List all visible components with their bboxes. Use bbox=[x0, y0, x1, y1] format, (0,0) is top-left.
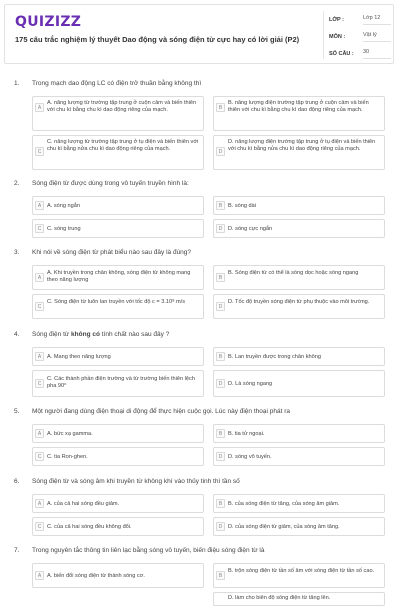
question-text-emphasis: không có bbox=[71, 331, 100, 338]
option-text: B. tia tử ngoại. bbox=[228, 431, 265, 437]
option-letter: B bbox=[216, 571, 225, 580]
option-b[interactable] bbox=[213, 196, 385, 215]
option-a[interactable] bbox=[32, 563, 204, 588]
option-text: C. của cả hai sóng đều không đổi. bbox=[47, 524, 132, 530]
option-d[interactable] bbox=[213, 370, 385, 397]
question-number: 2. bbox=[14, 180, 20, 187]
question-text: Một người đang dùng điện thoại di động để thực hiện cuộc gọi. Lúc này điện thoại phát ra bbox=[32, 408, 290, 415]
option-text: C. Các thành phần điện trường và từ trường biến thiên lệch pha 90⁰ bbox=[47, 376, 195, 389]
option-text: A. Mang theo năng lượng bbox=[47, 354, 111, 360]
question-text-post: tính chất nào sau đây ? bbox=[99, 331, 170, 338]
option-letter: D bbox=[216, 224, 225, 233]
option-a[interactable] bbox=[32, 424, 204, 443]
option-c[interactable] bbox=[32, 219, 204, 238]
question-text bbox=[32, 331, 387, 339]
option-c[interactable] bbox=[32, 135, 204, 170]
option-letter: A bbox=[35, 103, 44, 112]
option-a[interactable] bbox=[32, 196, 204, 215]
question-text: Sóng điện từ và sóng âm khi truyền từ không khí vào thủy tinh thì tần số bbox=[32, 478, 240, 485]
option-text: D. năng lượng điện trường tập trung ở tụ điện và biến thiên với chu kì bằng nửa chu kì dao động riêng của mạch. bbox=[228, 139, 376, 152]
option-text: B. sóng dài bbox=[228, 203, 256, 209]
option-text: D. sóng vô tuyến. bbox=[228, 454, 272, 460]
option-d[interactable] bbox=[213, 219, 385, 238]
option-text: C. năng lượng từ trường tập trung ở tụ điện và biến thiên với chu kì bằng nửa chu kì dao động riêng của mạch. bbox=[47, 139, 199, 152]
option-text: D. sóng cực ngắn bbox=[228, 226, 273, 232]
question-number: 3. bbox=[14, 249, 20, 256]
quizizz-logo: QUIZIZZ bbox=[15, 14, 82, 30]
question-number: 4. bbox=[14, 331, 20, 338]
option-letter: B bbox=[216, 352, 225, 361]
option-text: B. của sóng điện từ tăng, của sóng âm giảm. bbox=[228, 501, 340, 507]
option-text: A. Khi truyền trong chân không, sóng điện từ không mang theo năng lượng bbox=[47, 270, 191, 283]
option-c[interactable] bbox=[32, 294, 204, 319]
option-letter: C bbox=[35, 224, 44, 233]
question-number: 1. bbox=[14, 80, 20, 87]
option-d[interactable] bbox=[213, 294, 385, 319]
meta-count-label: SỐ CÂU : bbox=[329, 51, 354, 57]
question-text: Sóng điện từ được dùng trong vô tuyến truyền hình là: bbox=[32, 180, 189, 187]
option-text: D. Tốc độ truyền sóng điện từ phụ thuộc vào môi trường. bbox=[228, 299, 370, 305]
meta-subject-label: MÔN : bbox=[329, 34, 346, 40]
question-text: Trong mạch dao động LC có điện trở thuần bằng không thì bbox=[32, 80, 202, 87]
option-a[interactable] bbox=[32, 96, 204, 131]
option-b[interactable] bbox=[213, 494, 385, 513]
option-text: B. năng lượng điện trường tập trung ở cuộn cảm và biến thiên với chu kì bằng chu kì dao động riêng của mạch. bbox=[228, 100, 369, 113]
option-letter: D bbox=[216, 452, 225, 461]
option-letter: D bbox=[216, 522, 225, 531]
option-b[interactable] bbox=[213, 347, 385, 366]
meta-subject-value: Vật lý bbox=[363, 32, 391, 42]
question-text-pre: Sóng điện từ bbox=[32, 331, 72, 338]
option-d[interactable] bbox=[213, 517, 385, 536]
option-letter: C bbox=[35, 302, 44, 311]
option-d[interactable] bbox=[213, 592, 385, 606]
option-letter: B bbox=[216, 273, 225, 282]
option-c[interactable] bbox=[32, 370, 204, 397]
option-text: B. trộn sóng điện từ tần số âm với sóng điện từ tần số cao. bbox=[228, 568, 375, 574]
option-b[interactable] bbox=[213, 265, 385, 290]
option-text: D. của sóng điện từ giảm, của sóng âm tăng. bbox=[228, 524, 340, 530]
option-text: A. của cả hai sóng đều giảm. bbox=[47, 501, 120, 507]
option-letter: D bbox=[216, 147, 225, 156]
option-d[interactable] bbox=[213, 135, 385, 170]
option-letter: A bbox=[35, 499, 44, 508]
option-text: B. Sóng điện từ có thể là sóng dọc hoặc sóng ngang bbox=[228, 270, 359, 276]
meta-class-label: LỚP : bbox=[329, 17, 344, 23]
option-letter: A bbox=[35, 273, 44, 282]
question-number: 5. bbox=[14, 408, 20, 415]
option-letter: A bbox=[35, 571, 44, 580]
option-b[interactable] bbox=[213, 424, 385, 443]
option-text: D. làm cho biên độ sóng điện từ tăng lên. bbox=[228, 595, 331, 601]
option-a[interactable] bbox=[32, 265, 204, 290]
option-letter: B bbox=[216, 429, 225, 438]
question-number: 7. bbox=[14, 547, 20, 554]
option-letter: B bbox=[216, 201, 225, 210]
option-a[interactable] bbox=[32, 494, 204, 513]
option-letter: A bbox=[35, 352, 44, 361]
question-text: Khi nói về sóng điện từ phát biểu nào sau đây là đúng? bbox=[32, 249, 192, 256]
option-c[interactable] bbox=[32, 517, 204, 536]
option-text: C. Sóng điện từ luôn lan truyền với tốc độ c = 3.10⁸ m/s bbox=[47, 299, 186, 305]
question-text: Trong nguyên tắc thông tin liên lạc bằng sóng vô tuyến, biến điệu sóng điện từ là bbox=[32, 547, 265, 554]
option-letter: B bbox=[216, 499, 225, 508]
option-text: A. bức xạ gamma. bbox=[47, 431, 93, 437]
worksheet-header bbox=[4, 4, 394, 64]
meta-class-value: Lớp 12 bbox=[363, 15, 391, 25]
option-text: A. biến đổi sóng điện từ thành sóng cơ. bbox=[47, 573, 145, 579]
option-text: C. tia Ron-ghen. bbox=[47, 454, 88, 460]
option-letter: D bbox=[216, 379, 225, 388]
option-letter: C bbox=[35, 379, 44, 388]
option-a[interactable] bbox=[32, 347, 204, 366]
option-letter: C bbox=[35, 147, 44, 156]
option-b[interactable] bbox=[213, 96, 385, 131]
option-letter: A bbox=[35, 201, 44, 210]
option-text: A. sóng ngắn bbox=[47, 203, 80, 209]
option-letter: C bbox=[35, 452, 44, 461]
meta-count-value: 30 bbox=[363, 49, 391, 59]
header-divider bbox=[323, 11, 324, 59]
option-text: A. năng lượng từ trường tập trung ở cuộn cảm và biến thiên với chu kì bằng chu kì dao động riêng của mạch. bbox=[47, 100, 197, 113]
option-d[interactable] bbox=[213, 447, 385, 466]
option-c[interactable] bbox=[32, 447, 204, 466]
option-text: D. Là sóng ngang bbox=[228, 381, 273, 387]
page-title: 175 câu trắc nghiệm lý thuyết Dao động và sóng điện từ cực hay có lời giải (P2) bbox=[15, 35, 300, 44]
option-text: C. sóng trung bbox=[47, 226, 81, 232]
option-letter: C bbox=[35, 522, 44, 531]
option-b[interactable] bbox=[213, 563, 385, 588]
option-letter: B bbox=[216, 103, 225, 112]
option-text: B. Lan truyền được trong chân không bbox=[228, 354, 321, 360]
option-letter: A bbox=[35, 429, 44, 438]
option-letter: D bbox=[216, 302, 225, 311]
question-number: 6. bbox=[14, 478, 20, 485]
